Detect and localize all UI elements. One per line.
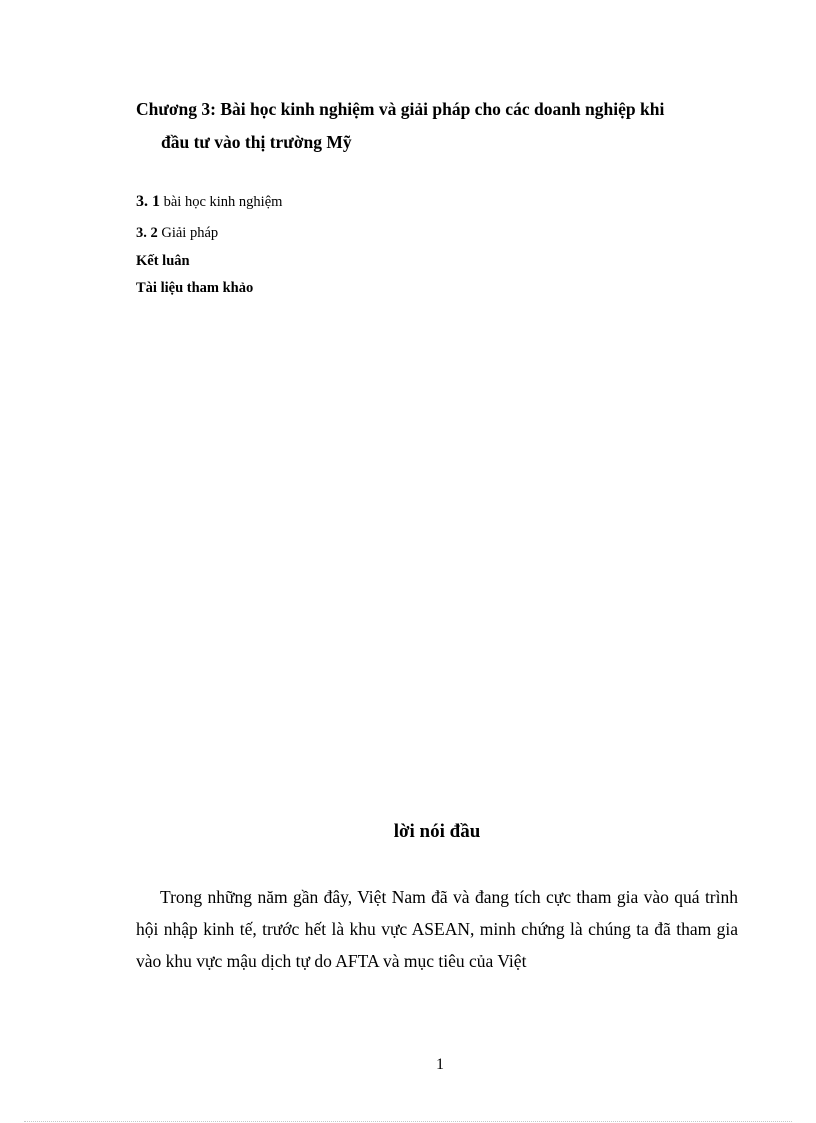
toc-item-3-1 — [136, 193, 282, 211]
toc-item-references: Tài liệu tham khảo — [136, 280, 254, 296]
toc-item-label: Giải pháp — [157, 225, 219, 241]
toc-item-number: 3. 1 — [136, 193, 160, 210]
chapter-title-line2: đầu tư vào thị trường Mỹ — [161, 132, 352, 152]
preface-paragraph: Trong những năm gần đây, Việt Nam đã và đang tích cực tham gia vào quá trình hội nhập kinh tế, trước hết là khu vực ASEAN, minh chứng là chúng ta đã tham gia vào khu vực mậu dịch tự do AFTA và mục tiêu của Việt — [136, 887, 738, 971]
page-bottom-divider — [24, 1121, 792, 1122]
toc-item-label: bài học kinh nghiệm — [160, 194, 283, 210]
chapter-title-line1: Chương 3: Bài học kinh nghiệm và giải pháp cho các doanh nghiệp khi — [136, 99, 665, 119]
preface-heading: lời nói đầu — [393, 821, 481, 842]
toc-item-number: 3. 2 — [136, 225, 158, 241]
page-number: 1 — [436, 1056, 444, 1073]
toc-item-conclusion: Kết luân — [136, 253, 190, 269]
toc-item-3-2 — [136, 225, 218, 242]
chapter-title — [136, 93, 736, 159]
